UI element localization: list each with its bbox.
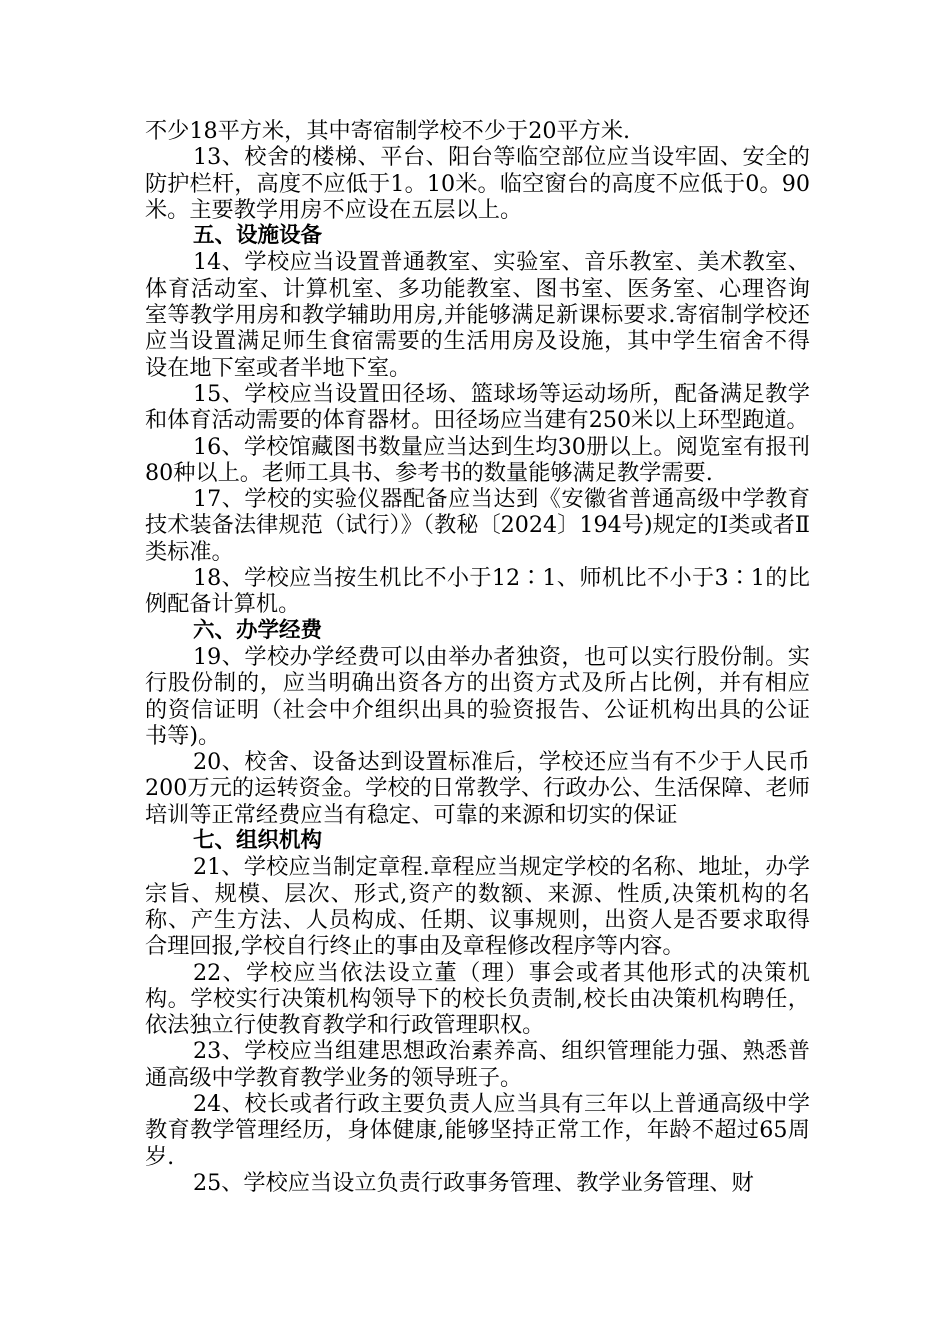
section-heading: 六、办学经费: [193, 617, 323, 643]
body-paragraph: 25、学校应当设立负责行政事务管理、教学业务管理、财: [193, 1169, 754, 1196]
body-paragraph: 13、校舍的楼梯、平台、阳台等临空部位应当设牢固、安全的防护栏杆，高度不应低于1。10米。临空窗台的高度不应低于0。90米。主要教学用房不应设在五层以上。: [145, 144, 810, 223]
body-paragraph: 20、校舍、设备达到设置标准后，学校还应当有不少于人民币200万元的运转资金。学校的日常教学、行政办公、生活保障、老师培训等正常经费应当有稳定、可靠的来源和切实的保证: [145, 749, 810, 828]
body-paragraph: 17、学校的实验仪器配备应当达到《安徽省普通高级中学教育技术装备法律规范（试行）》（教秘〔2024〕194号)规定的Ⅰ类或者Ⅱ类标准。: [145, 486, 810, 565]
body-paragraph: 19、学校办学经费可以由举办者独资，也可以实行股份制。实行股份制的，应当明确出资各方的出资方式及所占比例，并有相应的资信证明（社会中介组织出具的验资报告、公证机构出具的公证书等)。: [145, 643, 810, 749]
body-paragraph: 不少18平方米，其中寄宿制学校不少于20平方米.: [145, 118, 631, 144]
body-paragraph: 16、学校馆藏图书数量应当达到生均30册以上。阅览室有报刊80种以上。老师工具书、参考书的数量能够满足教学需要.: [145, 433, 810, 486]
body-paragraph: 14、学校应当设置普通教室、实验室、音乐教室、美术教室、体育活动室、计算机室、多功能教室、图书室、医务室、心理咨询室等教学用房和教学辅助用房,并能够满足新课标要求.寄宿制学校还应当设置满足师生食宿需要的生活用房及设施，其中学生宿舍不得设在地下室或者半地下室。: [145, 249, 810, 381]
body-paragraph: 18、学校应当按生机比不小于12∶1、师机比不小于3∶1的比例配备计算机。: [145, 565, 810, 618]
document-page: [145, 118, 810, 1196]
body-paragraph: 21、学校应当制定章程.章程应当规定学校的名称、地址，办学宗旨、规模、层次、形式,资产的数额、来源、性质,决策机构的名称、产生方法、人员构成、任期、议事规则，出资人是否要求取得合理回报,学校自行终止的事由及章程修改程序等内容。: [145, 854, 810, 960]
section-heading: 七、组织机构: [193, 828, 323, 854]
body-paragraph: 23、学校应当组建思想政治素养高、组织管理能力强、熟悉普通高级中学教育教学业务的领导班子。: [145, 1038, 810, 1091]
body-paragraph: 24、校长或者行政主要负责人应当具有三年以上普通高级中学教育教学管理经历，身体健康,能够坚持正常工作，年龄不超过65周岁.: [145, 1090, 810, 1170]
body-paragraph: 15、学校应当设置田径场、篮球场等运动场所，配备满足教学和体育活动需要的体育器材。田径场应当建有250米以上环型跑道。: [145, 380, 810, 434]
body-paragraph: 22、学校应当依法设立董（理）事会或者其他形式的决策机构。学校实行决策机构领导下的校长负责制,校长由决策机构聘任，依法独立行使教育教学和行政管理职权。: [145, 959, 810, 1039]
section-heading: 五、设施设备: [193, 223, 323, 249]
